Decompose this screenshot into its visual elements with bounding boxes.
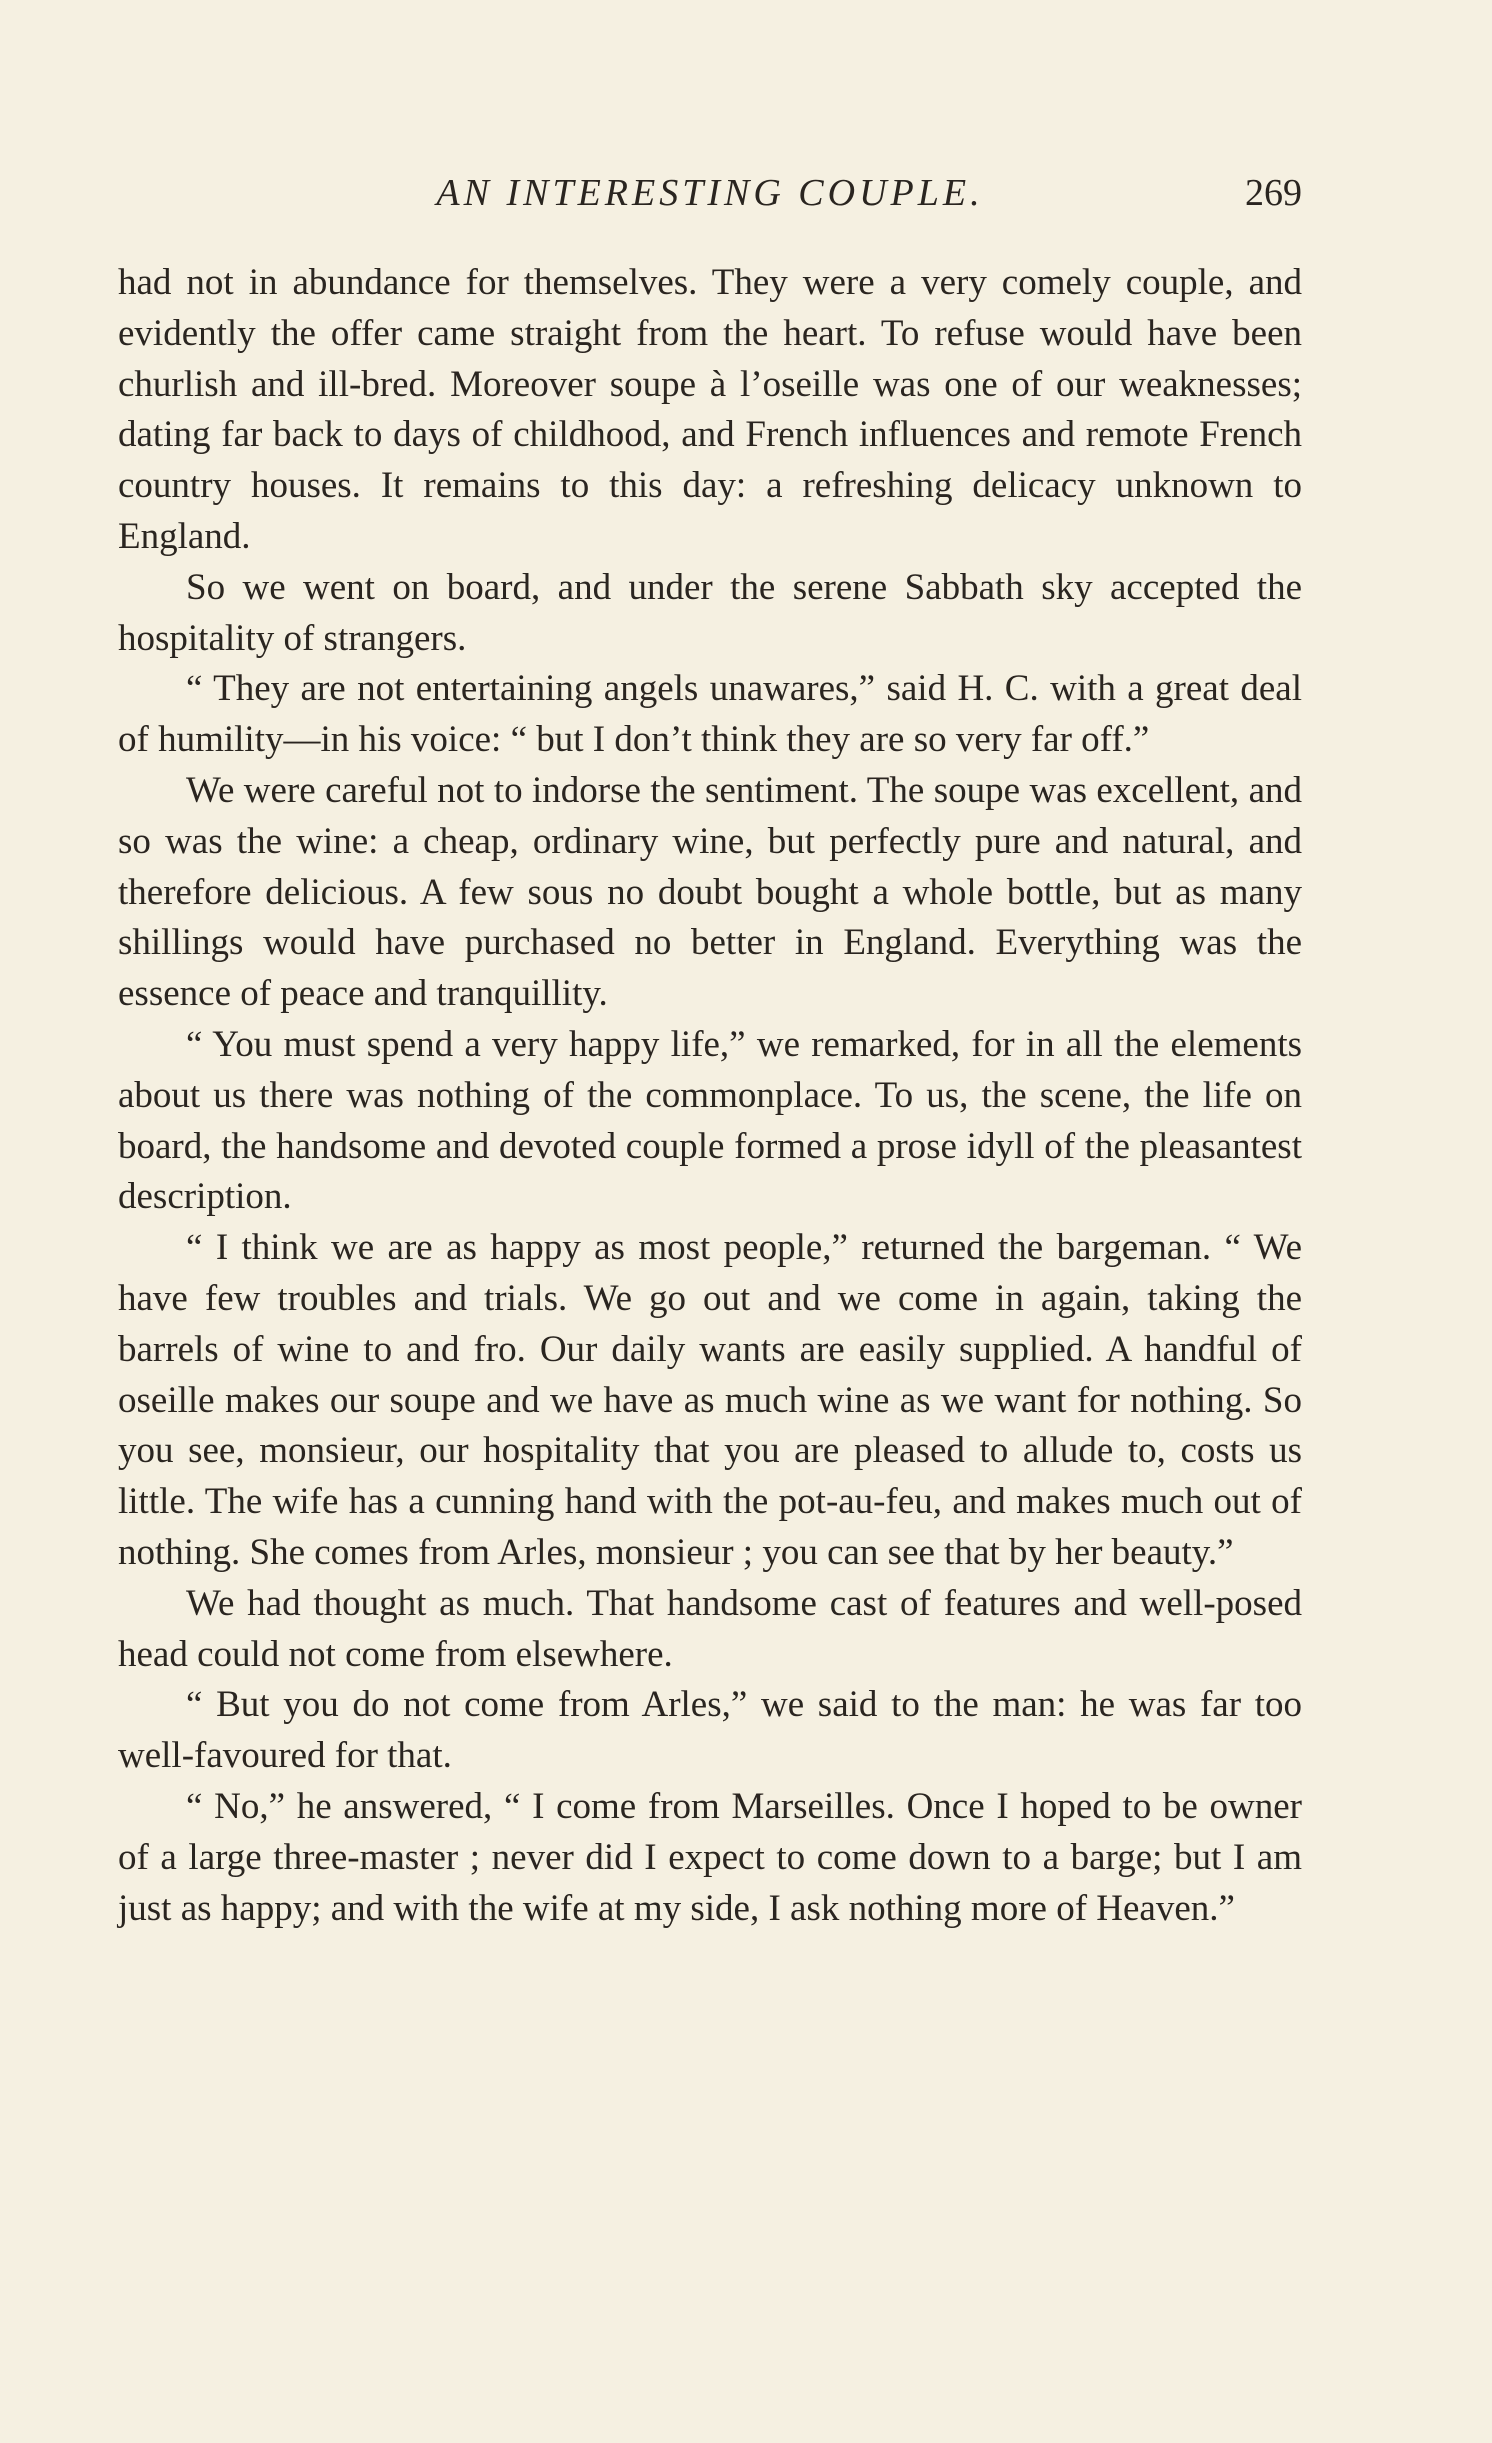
paragraph-thought-as-much: We had thought as much. That handsome cast of features and well-posed head could not come from elsewhere. xyxy=(118,1582,1302,1675)
paragraph-soupe-and-wine: We were careful not to indorse the sentiment. The soupe was excellent, and so was the wine: a cheap, ordinary wine, but perfectly pure and natural, and therefore delicious. A few sous no doubt bought a whole bottle, but as many shillings would have purchased no better in England. Everything was the essence of peace and tranquillity. xyxy=(118,769,1302,1015)
body-text xyxy=(118,258,1302,1934)
paragraph-continued: had not in abundance for themselves. They were a very comely couple, and evidently the offer came straight from the heart. To refuse would have been churlish and ill-bred. Moreover soupe à l’oseille was one of our weaknesses; dating far back to days of childhood, and French influences and remote French country houses. It remains to this day: a refreshing delicacy unknown to England. xyxy=(118,262,1302,557)
running-title: AN INTERESTING COUPLE. xyxy=(436,172,984,214)
paragraph-bargeman-reply: “ I think we are as happy as most people,” returned the bargeman. “ We have few troubles and trials. We go out and we come in again, taking the barrels of wine to and fro. Our daily wants are easily supplied. A handful of oseille makes our soupe and we have as much wine as we want for nothing. So you see, monsieur, our hospitality that you are pleased to allude to, costs us little. The wife has a cunning hand with the pot-au-feu, and makes much out of nothing. She comes from Arles, monsieur ; you can see that by her beauty.” xyxy=(118,1227,1302,1573)
paragraph-happy-life: “ You must spend a very happy life,” we remarked, for in all the elements about us there was nothing of the commonplace. To us, the scene, the life on board, the handsome and devoted couple formed a prose idyll of the pleasantest description. xyxy=(118,1023,1302,1218)
paragraph-angels-unawares: “ They are not entertaining angels unawares,” said H. C. with a great deal of humility—in his voice: “ but I don’t think they are so very far off.” xyxy=(118,668,1302,761)
paragraph-went-on-board: So we went on board, and under the serene Sabbath sky accepted the hospitality of strangers. xyxy=(118,566,1302,659)
paragraph-from-marseilles: “ No,” he answered, “ I come from Marseilles. Once I hoped to be owner of a large three-master ; never did I expect to come down to a barge; but I am just as happy; and with the wife at my side, I ask nothing more of Heaven.” xyxy=(118,1785,1302,1929)
paragraph-not-from-arles: “ But you do not come from Arles,” we said to the man: he was far too well-favoured for that. xyxy=(118,1684,1302,1777)
running-head xyxy=(118,168,1302,218)
page-number: 269 xyxy=(1245,172,1302,214)
